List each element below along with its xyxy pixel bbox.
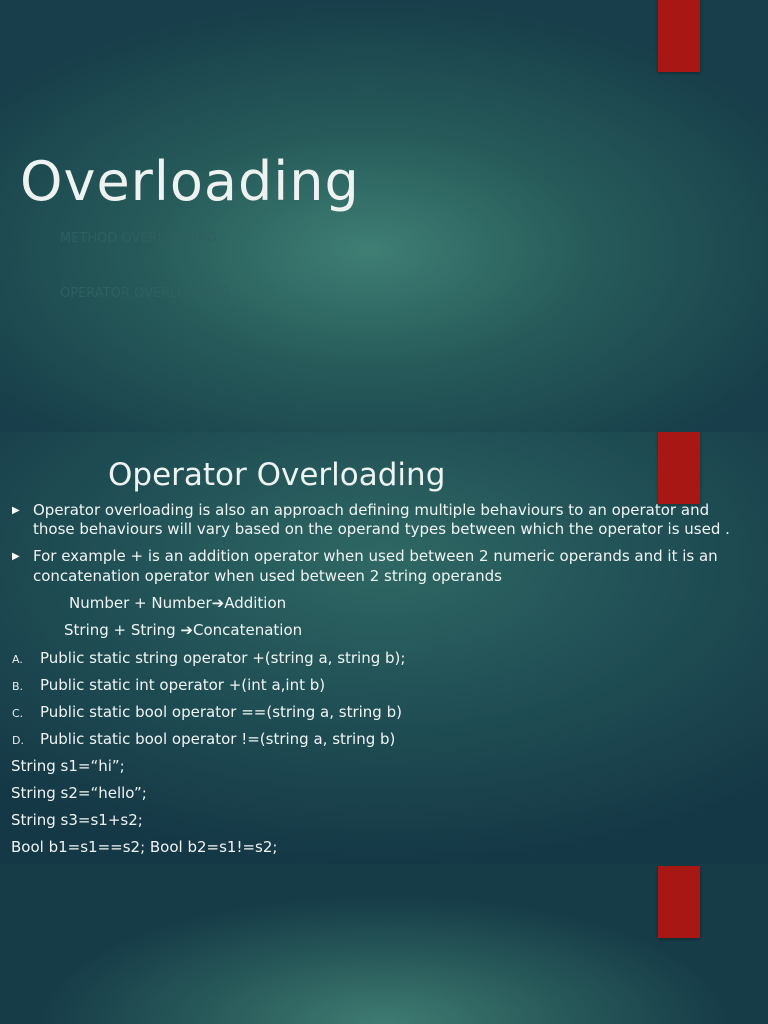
list-item: Public static bool operator ==(string a, string b)	[40, 703, 402, 721]
code-line: String s3=s1+s2;	[11, 811, 143, 829]
slide-overloading	[0, 0, 768, 432]
slide-operator-overloading	[0, 432, 768, 864]
mapping-line	[69, 594, 286, 613]
list-letter: B.	[12, 680, 24, 693]
subitem-method-overloading: METHOD OVERLOADING	[60, 231, 217, 246]
bullet-text: Operator overloading is also an approach defining multiple behaviours to an operator and	[33, 501, 710, 519]
code-line: Bool b1=s1==s2; Bool b2=s1!=s2;	[11, 838, 278, 856]
list-item: Public static int operator +(int a,int b)	[40, 676, 326, 694]
mapping-right: Addition	[224, 594, 287, 612]
mapping-left: Number + Number	[69, 594, 212, 612]
bullet-text: concatenation operator when used between 2 string operands	[33, 567, 502, 585]
accent-bar	[658, 0, 700, 72]
bullet-arrow-icon: ▶	[12, 551, 20, 562]
slide-content	[0, 432, 768, 864]
list-letter: D.	[12, 734, 24, 747]
list-letter: C.	[12, 707, 24, 720]
list-item: Public static string operator +(string a, string b);	[40, 649, 406, 667]
right-arrow-icon: ➔	[211, 594, 225, 612]
list-letter: A.	[12, 653, 23, 666]
slide-title: Overloading	[20, 150, 360, 213]
code-line: String s2=“hello”;	[11, 784, 147, 802]
list-item: Public static bool operator !=(string a, string b)	[40, 730, 396, 748]
mapping-right: Concatenation	[192, 621, 303, 639]
mapping-left: String + String	[64, 621, 181, 639]
right-arrow-icon: ➔	[180, 621, 193, 639]
bullet-text: those behaviours will vary based on the operand types between which the operator is used .	[33, 520, 730, 538]
slide-next	[0, 864, 768, 1024]
mapping-line	[64, 621, 302, 640]
bullet-text: For example + is an addition operator when used between 2 numeric operands and it is an	[33, 547, 718, 565]
accent-bar	[658, 866, 700, 938]
slide-title: Operator Overloading	[108, 457, 446, 493]
bullet-arrow-icon: ▶	[12, 505, 20, 516]
code-line: String s1=“hi”;	[11, 757, 125, 775]
subitem-operator-overloading: OPERATOR OVERLOADING	[60, 286, 230, 301]
